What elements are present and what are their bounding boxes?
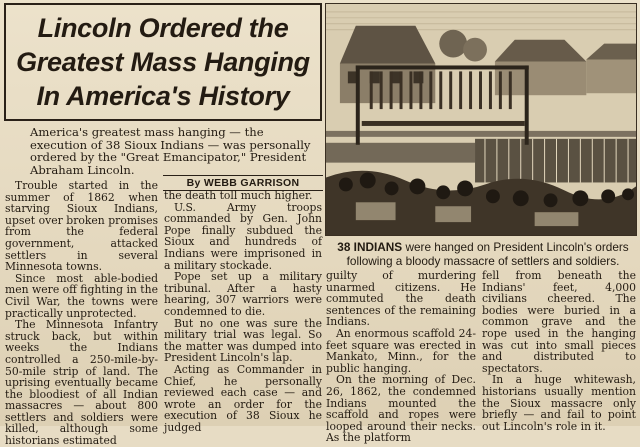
col1-paragraph-1: Trouble started in the summer of 1862 when starving Sioux Indians, upset over broken promises from the federal government, attacked settlers in several Minnesota towns. xyxy=(5,179,158,274)
photo-caption xyxy=(330,240,636,268)
article-column-2 xyxy=(164,190,322,433)
engraving-illustration xyxy=(325,3,637,236)
intro-paragraph: America's greatest mass hanging — the execution of 38 Sioux Indians — was personally ordered by the "Great Emancipator," President Abraham Lincoln. xyxy=(30,125,311,177)
byline: By WEBB GARRISON xyxy=(163,175,323,191)
headline-line-3: In America's History xyxy=(36,81,290,111)
col4-paragraph-1: fell from beneath the Indians' feet, 4,000 civilians cheered. The bodies were buried in a common grave and the rope used in the hanging was cut into small pieces and distributed to spectators. xyxy=(482,269,636,375)
headline-line-1: Lincoln Ordered the xyxy=(37,13,289,43)
hanging-scene-illustration xyxy=(326,4,636,235)
col3-paragraph-1: guilty of murdering unarmed citizens. He commuted the death sentences of the remaining Indians. xyxy=(326,269,476,329)
col2-paragraph-3: Pope set up a military tribunal. After a hasty hearing, 307 warriors were condemned to die. xyxy=(164,270,322,318)
col2-paragraph-2: U.S. Army troops commanded by Gen. John Pope finally subdued the Sioux and hundreds of Indians were imprisoned in a military stockade. xyxy=(164,200,322,272)
col2-paragraph-4: But no one was sure the military trial was legal. So the matter was dumped into President Lincoln's lap. xyxy=(164,316,322,365)
caption-text: were hanged on President Lincoln's orders following a bloody massacre of settlers and soldiers. xyxy=(346,240,629,268)
col2-paragraph-5: Acting as Commander in Chief, he personally reviewed each case — and wrote an order for the execution of 38 Sioux he judged xyxy=(164,362,322,434)
headline-line-2: Greatest Mass Hanging xyxy=(16,47,310,77)
col3-paragraph-2: An enormous scaffold 24-feet square was erected in Mankato, Minn., for the public hanging. xyxy=(326,326,476,375)
col2-paragraph-1: the death toll much higher. xyxy=(164,189,313,202)
headline xyxy=(14,11,312,113)
article-column-4 xyxy=(482,270,636,432)
caption-bold-lead: 38 INDIANS xyxy=(337,240,403,254)
headline-box xyxy=(4,3,322,121)
col4-paragraph-2: In a huge whitewash, historians usually mention the Sioux massacre only briefly — and fail to point out Lincoln's role in it. xyxy=(482,373,636,433)
col3-paragraph-3: On the morning of Dec. 26, 1862, the condemned Indians mounted the scaffold and ropes were looped around their necks. As the platform xyxy=(326,373,476,445)
col1-paragraph-2: Since most able-bodied men were off fighting in the Civil War, the towns were practically unprotected. xyxy=(5,271,158,320)
col1-paragraph-3: The Minnesota Infantry struck back, but within weeks the Indians controlled a 250-mile-by-50-mile strip of land. The uprising eventually became the bloodiest of all Indian massacres — about 800 settlers and soldiers were killed, although some historians estimated xyxy=(5,318,158,447)
article-column-1 xyxy=(5,180,158,447)
article-column-3 xyxy=(326,270,476,444)
